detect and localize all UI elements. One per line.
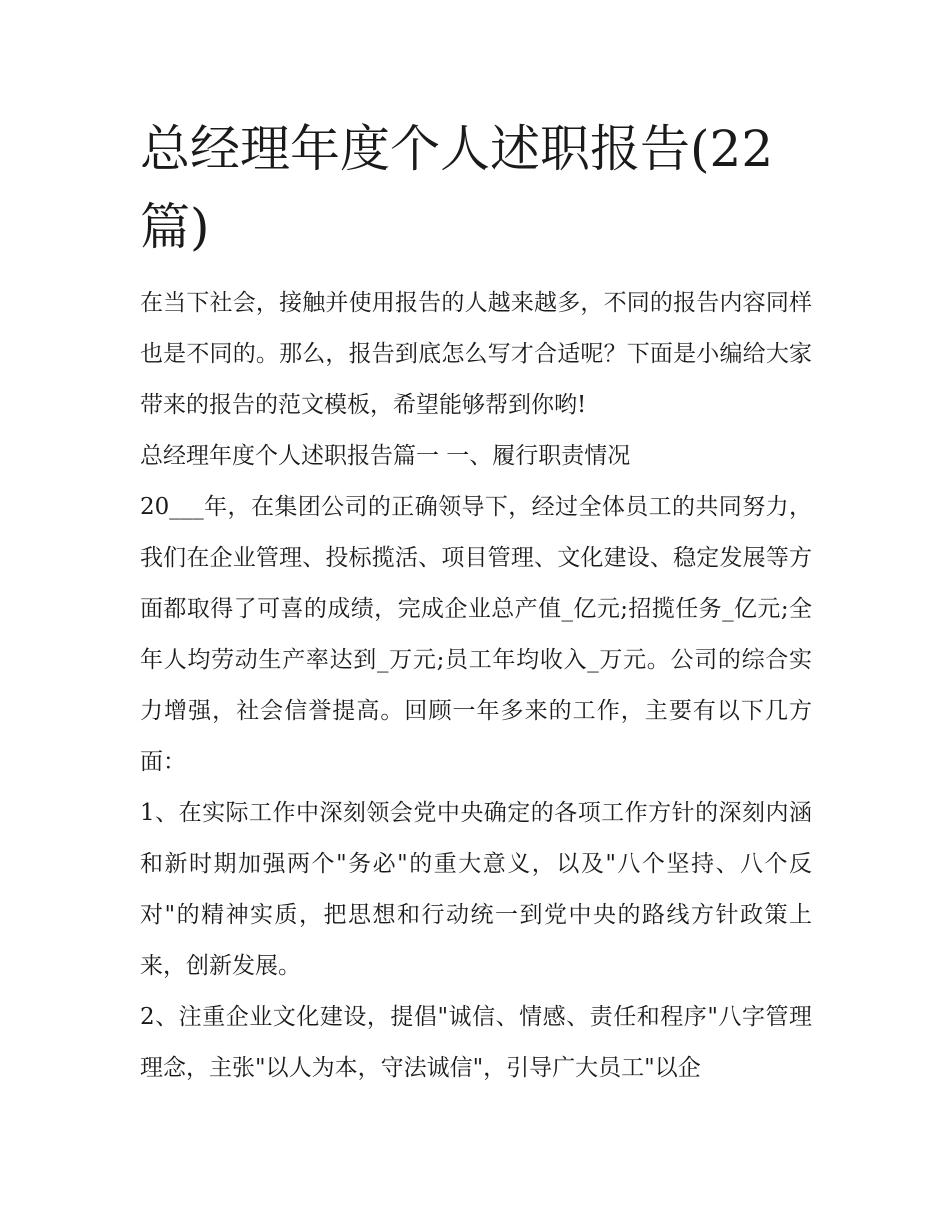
document-title: 总经理年度个人述职报告(22篇) [140, 120, 774, 256]
list-item-2: 2、注重企业文化建设，提倡"诚信、情感、责任和程序"八字管理理念，主张"以人为本，守法诚信"，引导广大员工"以企 [140, 1004, 812, 1081]
document-page [140, 110, 812, 1094]
body-paragraph: 20___年，在集团公司的正确领导下，经过全体员工的共同努力，我们在企业管理、投标揽活、项目管理、文化建设、稳定发展等方面都取得了可喜的成绩，完成企业总产值_亿元;招揽任务_亿元;全年人均劳动生产率达到_万元;员工年均收入_万元。公司的综合实力增强，社会信誉提高。回顾一年多来的工作，主要有以下几方面： [140, 494, 812, 775]
intro-paragraph: 在当下社会，接触并使用报告的人越来越多，不同的报告内容同样也是不同的。那么，报告到底怎么写才合适呢？下面是小编给大家带来的报告的范文模板，希望能够帮到你哟! [140, 290, 812, 418]
section-heading: 总经理年度个人述职报告篇一 一、履行职责情况 [140, 443, 631, 469]
list-item-1: 1、在实际工作中深刻领会党中央确定的各项工作方针的深刻内涵和新时期加强两个"务必"的重大意义，以及"八个坚持、八个反对"的精神实质，把思想和行动统一到党中央的路线方针政策上来，创新发展。 [140, 800, 812, 979]
